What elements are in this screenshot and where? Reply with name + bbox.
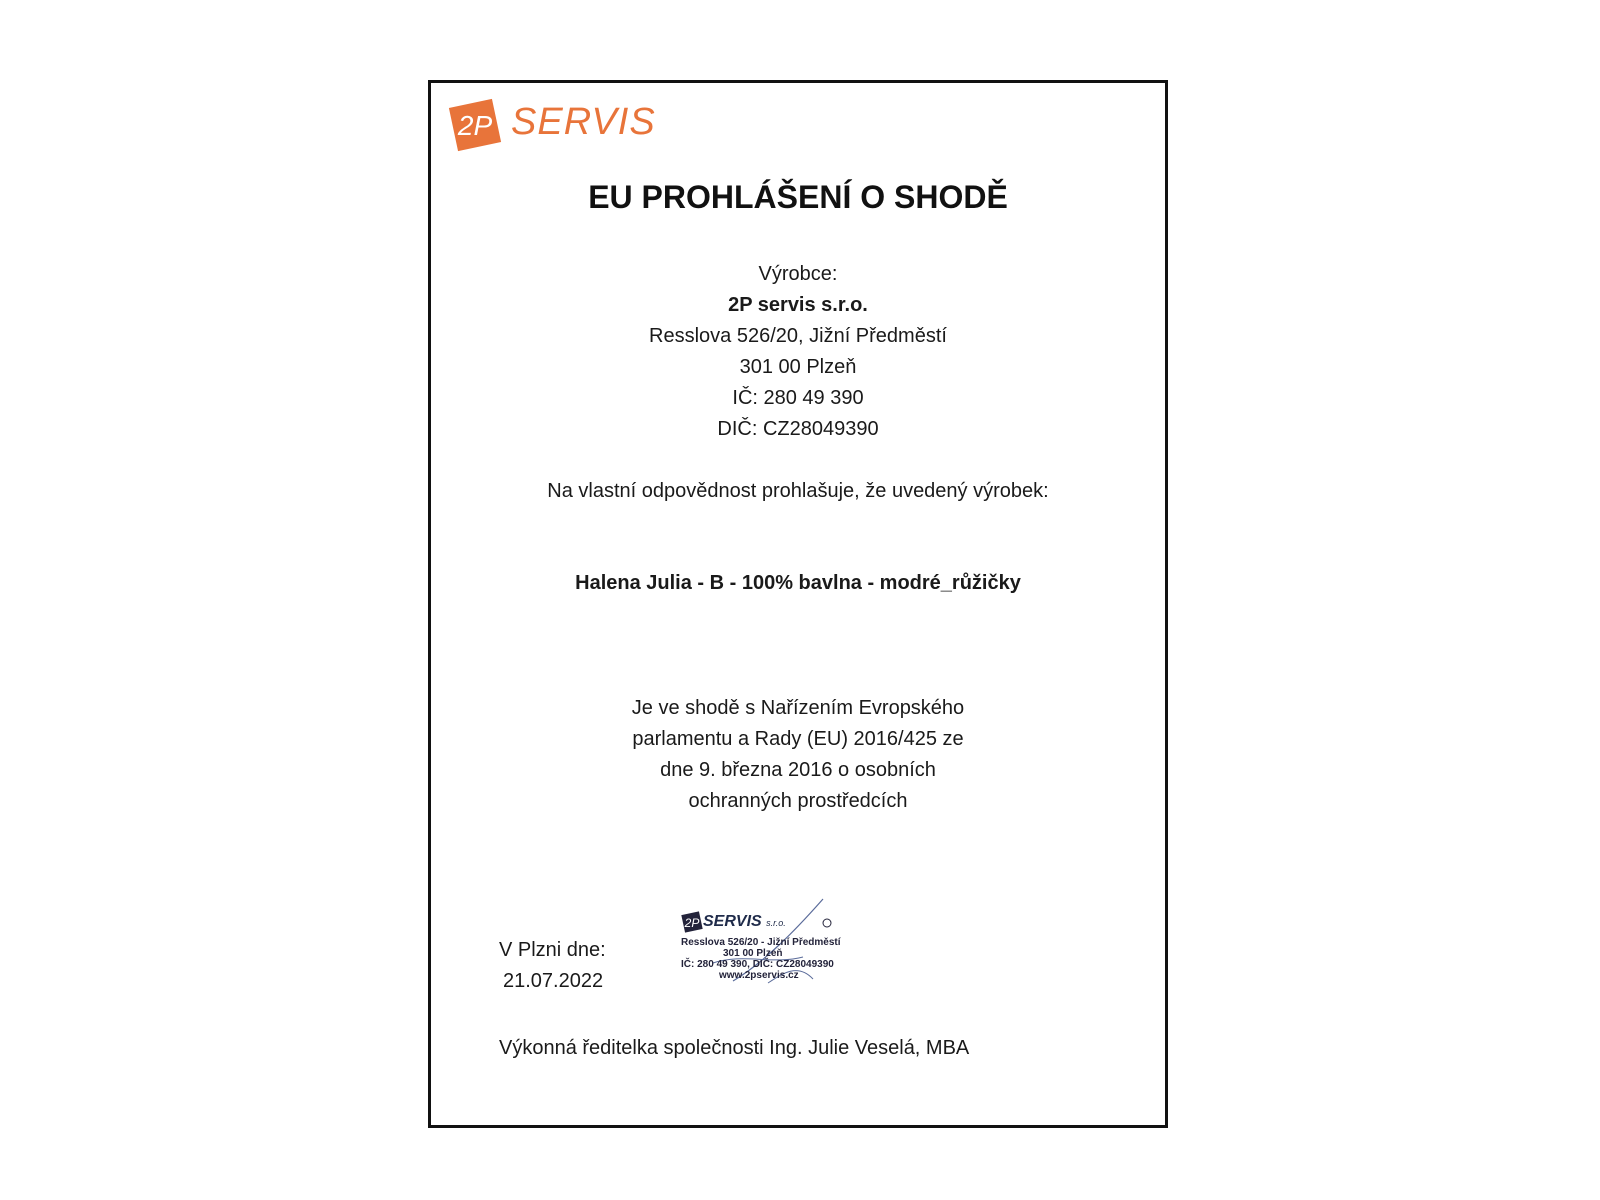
stamp-name: SERVIS — [703, 913, 762, 930]
manufacturer-dic: DIČ: CZ28049390 — [717, 418, 879, 440]
manufacturer-street: Resslova 526/20, Jižní Předměstí — [649, 325, 947, 347]
company-logo — [447, 95, 656, 155]
document-title: EU PROHLÁŠENÍ O SHODĚ — [588, 179, 1008, 215]
stamp-logo-icon — [681, 911, 703, 933]
place-date — [499, 935, 606, 997]
regulation-line: dne 9. března 2016 o osobních — [660, 759, 936, 781]
stamp-address: Resslova 526/20 - Jižní Předměstí — [681, 937, 841, 948]
document-page — [428, 80, 1168, 1128]
manufacturer-city: 301 00 Plzeň — [739, 356, 857, 378]
stamp-ids: IČ: 280 49 390, DIČ: CZ28049390 — [681, 959, 834, 970]
logo-mark-icon — [447, 97, 503, 153]
regulation-line: Je ve shodě s Nařízením Evropského — [631, 697, 965, 719]
regulation-line: ochranných prostředcích — [688, 790, 908, 812]
regulation-line: parlamentu a Rady (EU) 2016/425 ze — [632, 728, 964, 750]
stamp-web: www.2pservis.cz — [719, 970, 799, 981]
logo-word: SERVIS — [511, 101, 656, 143]
place-label: V Plzni dne: — [499, 939, 606, 961]
stamp-company — [703, 913, 786, 931]
manufacturer-name: 2P servis s.r.o. — [728, 294, 868, 316]
signatory: Výkonná ředitelka společnosti Ing. Julie Veselá, MBA — [499, 1037, 970, 1059]
product-name: Halena Julia - B - 100% bavlna - modré_růžičky — [575, 572, 1021, 594]
regulation-block — [431, 693, 1165, 817]
manufacturer-block — [431, 259, 1165, 445]
company-stamp — [673, 893, 849, 989]
stamp-sro: s.r.o. — [766, 918, 786, 928]
manufacturer-ic: IČ: 280 49 390 — [732, 387, 864, 409]
stamp-city: 301 00 Plzeň — [723, 948, 783, 959]
manufacturer-label: Výrobce: — [758, 263, 838, 285]
stamp-mark-text: 2P — [684, 916, 700, 930]
declaration-text: Na vlastní odpovědnost prohlašuje, že uvedený výrobek: — [547, 480, 1049, 502]
issue-date: 21.07.2022 — [503, 970, 604, 992]
logo-mark-text: 2P — [457, 110, 493, 141]
